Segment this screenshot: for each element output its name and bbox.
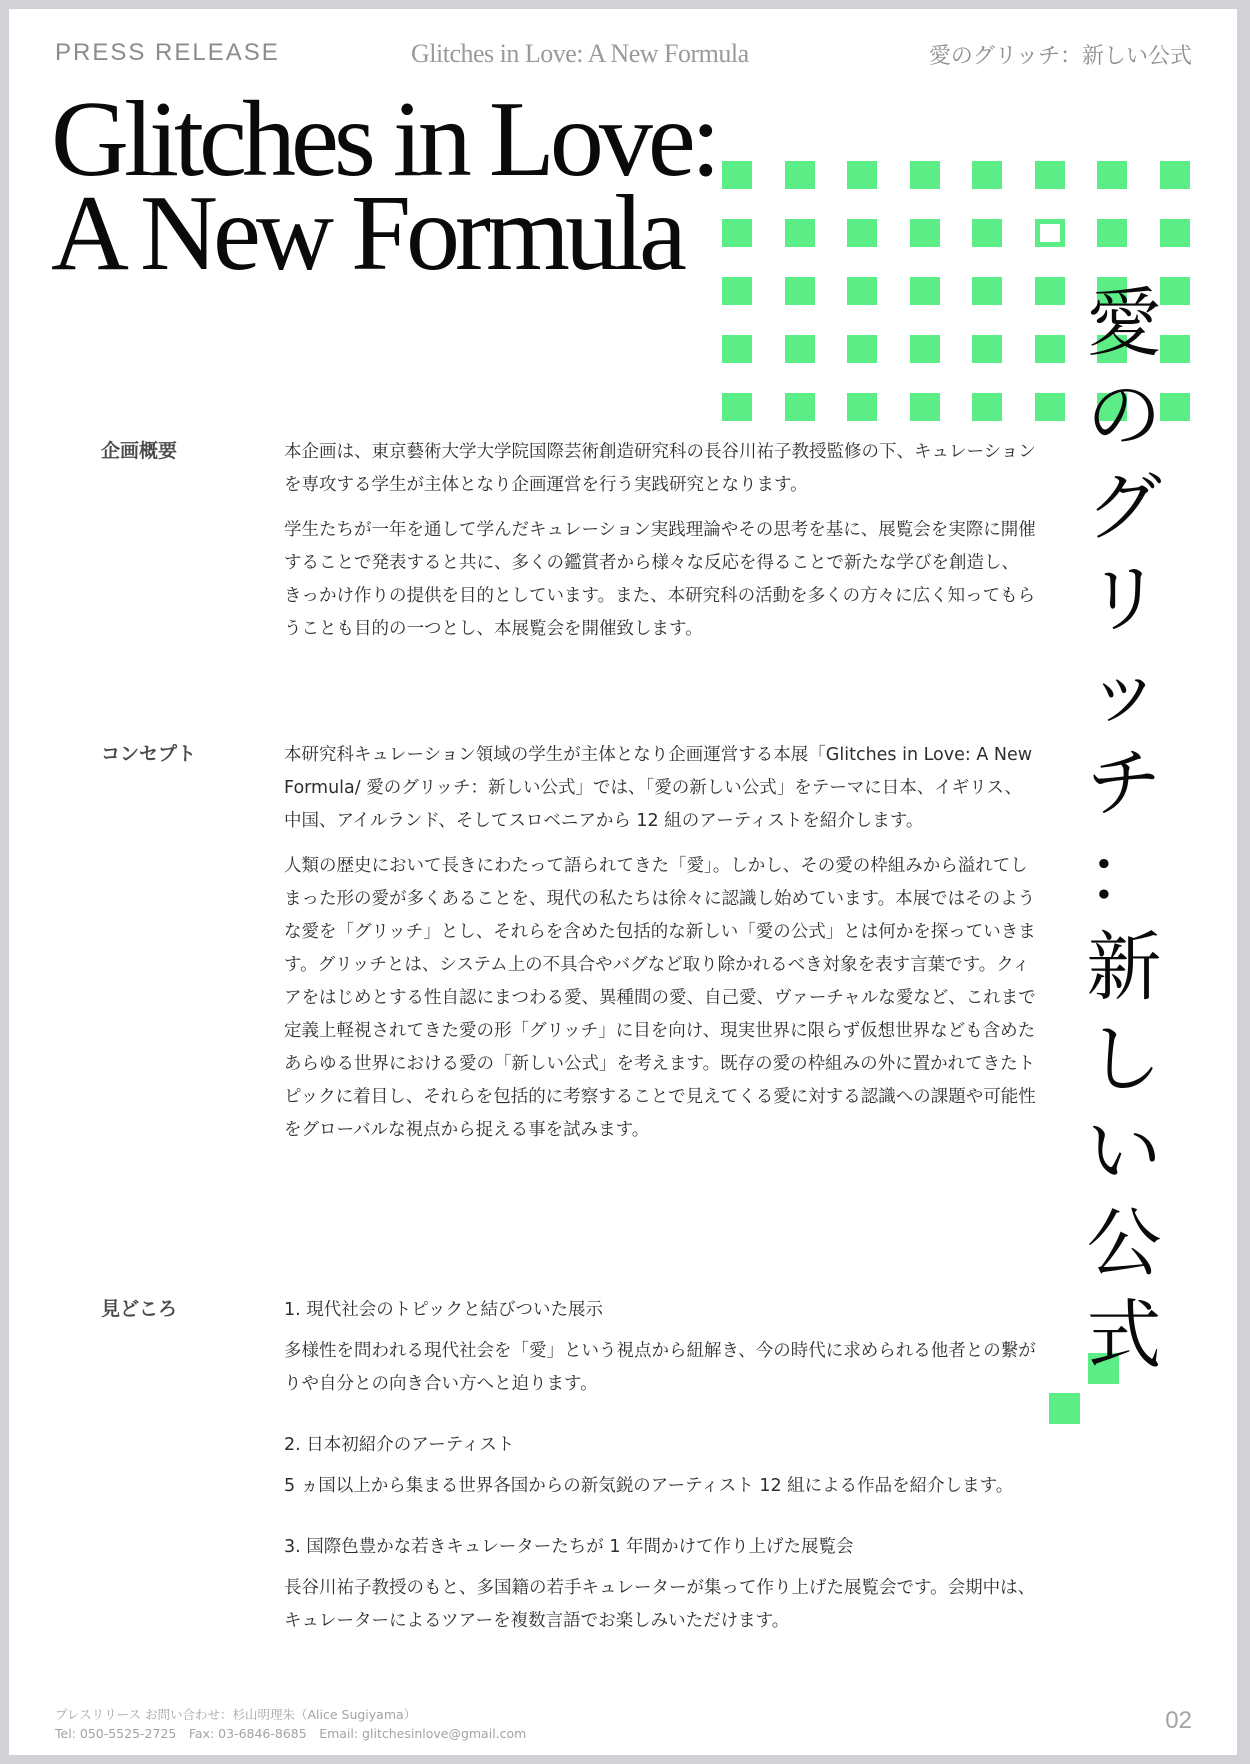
grid-square [785,335,815,363]
grid-square [847,219,877,247]
decorative-green-square [1049,1393,1080,1424]
highlight-heading: 1. 現代社会のトピックと結びついた展示 [284,1300,604,1320]
grid-square [972,277,1002,305]
grid-square [972,335,1002,363]
grid-square [910,277,940,305]
footer-contact-details: Tel: 050-5525-2725 Fax: 03-6846-8685 Email: glitchesinlove@gmail.com [55,1726,527,1741]
grid-square [972,393,1002,421]
section-body-concept [284,739,1036,1159]
vertical-title-char: グ [1086,463,1162,551]
grid-square [972,219,1002,247]
highlight-text: 長谷川祐子教授のもと、多国籍の若手キュレーターが集って作り上げた展覧会です。会期中は、キュレーターによるツアーを複数言語でお楽しみいただけます。 [284,1578,1036,1631]
vertical-title-char: ッ [1086,647,1162,735]
vertical-title-char: 新 [1086,923,1162,1011]
grid-square [722,277,752,305]
grid-square [1097,161,1127,189]
grid-square [847,393,877,421]
vertical-title-char: 公 [1086,1199,1162,1287]
grid-square [972,161,1002,189]
grid-square [722,219,752,247]
grid-square [1097,219,1127,247]
footer-contact [55,1705,526,1743]
vertical-title-char: 愛 [1086,279,1162,367]
vertical-title-char: し [1086,1015,1162,1103]
grid-square [910,335,940,363]
page-number: 02 [1165,1707,1192,1734]
footer-contact-line: プレスリリース お問い合わせ：杉山明理朱（Alice Sugiyama） [55,1707,417,1722]
vertical-title-char: 式 [1086,1291,1162,1379]
highlight-heading: 3. 国際色豊かな若きキュレーターたちが 1 年間かけて作り上げた展覧会 [284,1537,854,1557]
paragraph: 本研究科キュレーション領域の学生が主体となり企画運営する本展「Glitches in Love: A New Formula/ 愛のグリッチ：新しい公式」では、「愛の新しい公式」をテーマに日本、イギリス、中国、アイルランド、そしてスロベニアから 12 組のアーティストを紹介します。 [284,745,1033,831]
section-label-overview: 企画概要 [101,440,178,462]
grid-square [722,393,752,421]
header-title: Glitches in Love: A New Formula [411,39,749,68]
paragraph: 学生たちが一年を通して学んだキュレーション実践理論やその思考を基に、展覧会を実際に開催することで発表すると共に、多くの鑑賞者から様々な反応を得ることで新たな学びを創造し、きっかけ作りの提供を目的としています。また、本研究科の活動を多くの方々に広く知ってもらうことも目的の一つとし、本展覧会を開催致します。 [284,520,1036,639]
grid-square [722,161,752,189]
highlight-text: 5 ヵ国以上から集まる世界各国からの新気鋭のアーティスト 12 組による作品を紹介します。 [284,1476,1014,1496]
vertical-title-char: リ [1086,555,1162,643]
section-body-overview [284,436,1036,658]
vertical-title-char: い [1086,1107,1162,1195]
grid-square [785,219,815,247]
grid-square [847,161,877,189]
grid-square [1035,161,1065,189]
grid-square [1160,219,1190,247]
header-japanese-title: 愛のグリッチ：新しい公式 [928,44,1192,69]
grid-square [910,393,940,421]
grid-square [785,393,815,421]
grid-square [1035,219,1065,247]
grid-square [1160,161,1190,189]
header-label: PRESS RELEASE [55,39,280,66]
grid-square [1035,277,1065,305]
grid-square [1035,393,1065,421]
grid-square [722,335,752,363]
paragraph: 本企画は、東京藝術大学大学院国際芸術創造研究科の長谷川祐子教授監修の下、キュレーションを専攻する学生が主体となり企画運営を行う実践研究となります。 [284,442,1036,495]
main-title [51,80,716,293]
grid-square [847,335,877,363]
highlight-heading: 2. 日本初紹介のアーティスト [284,1435,515,1455]
grid-square [910,219,940,247]
vertical-title-char: ： [1086,831,1162,919]
section-label-highlights: 見どころ [101,1298,178,1320]
grid-square [785,161,815,189]
vertical-title-char: の [1086,371,1162,459]
section-body-highlights [284,1294,1036,1666]
vertical-japanese-title [1079,277,1169,1381]
press-release-page [9,9,1237,1755]
section-label-concept: コンセプト [101,743,197,765]
grid-square [785,277,815,305]
main-title-line-1: Glitches in Love: [51,80,716,199]
paragraph: 人類の歴史において長きにわたって語られてきた「愛」。しかし、その愛の枠組みから溢れてしまった形の愛が多くあることを、現代の私たちは徐々に認識し始めています。本展ではそのような愛を「グリッチ」とし、それらを含めた包括的な新しい「愛の公式」とは何かを探っていきます。グリッチとは、システム上の不具合やバグなど取り除かれるべき対象を表す言葉です。クィアをはじめとする性自認にまつわる愛、異種間の愛、自己愛、ヴァーチャルな愛など、これまで定義上軽視されてきた愛の形「グリッチ」に目を向け、現実世界に限らず仮想世界なども含めたあらゆる世界における愛の「新しい公式」を考えます。既存の愛の枠組みの外に置かれてきたトピックに着目し、それらを包括的に考察することで見えてくる愛に対する認識への課題や可能性をグローバルな視点から捉える事を試みます。 [284,856,1036,1140]
vertical-title-char: チ [1086,739,1162,827]
main-title-line-2: A New Formula [51,174,682,293]
grid-square [910,161,940,189]
highlight-text: 多様性を問われる現代社会を「愛」という視点から紐解き、今の時代に求められる他者との繋がりや自分との向き合い方へと迫ります。 [284,1341,1036,1394]
grid-square [1035,335,1065,363]
grid-square [847,277,877,305]
